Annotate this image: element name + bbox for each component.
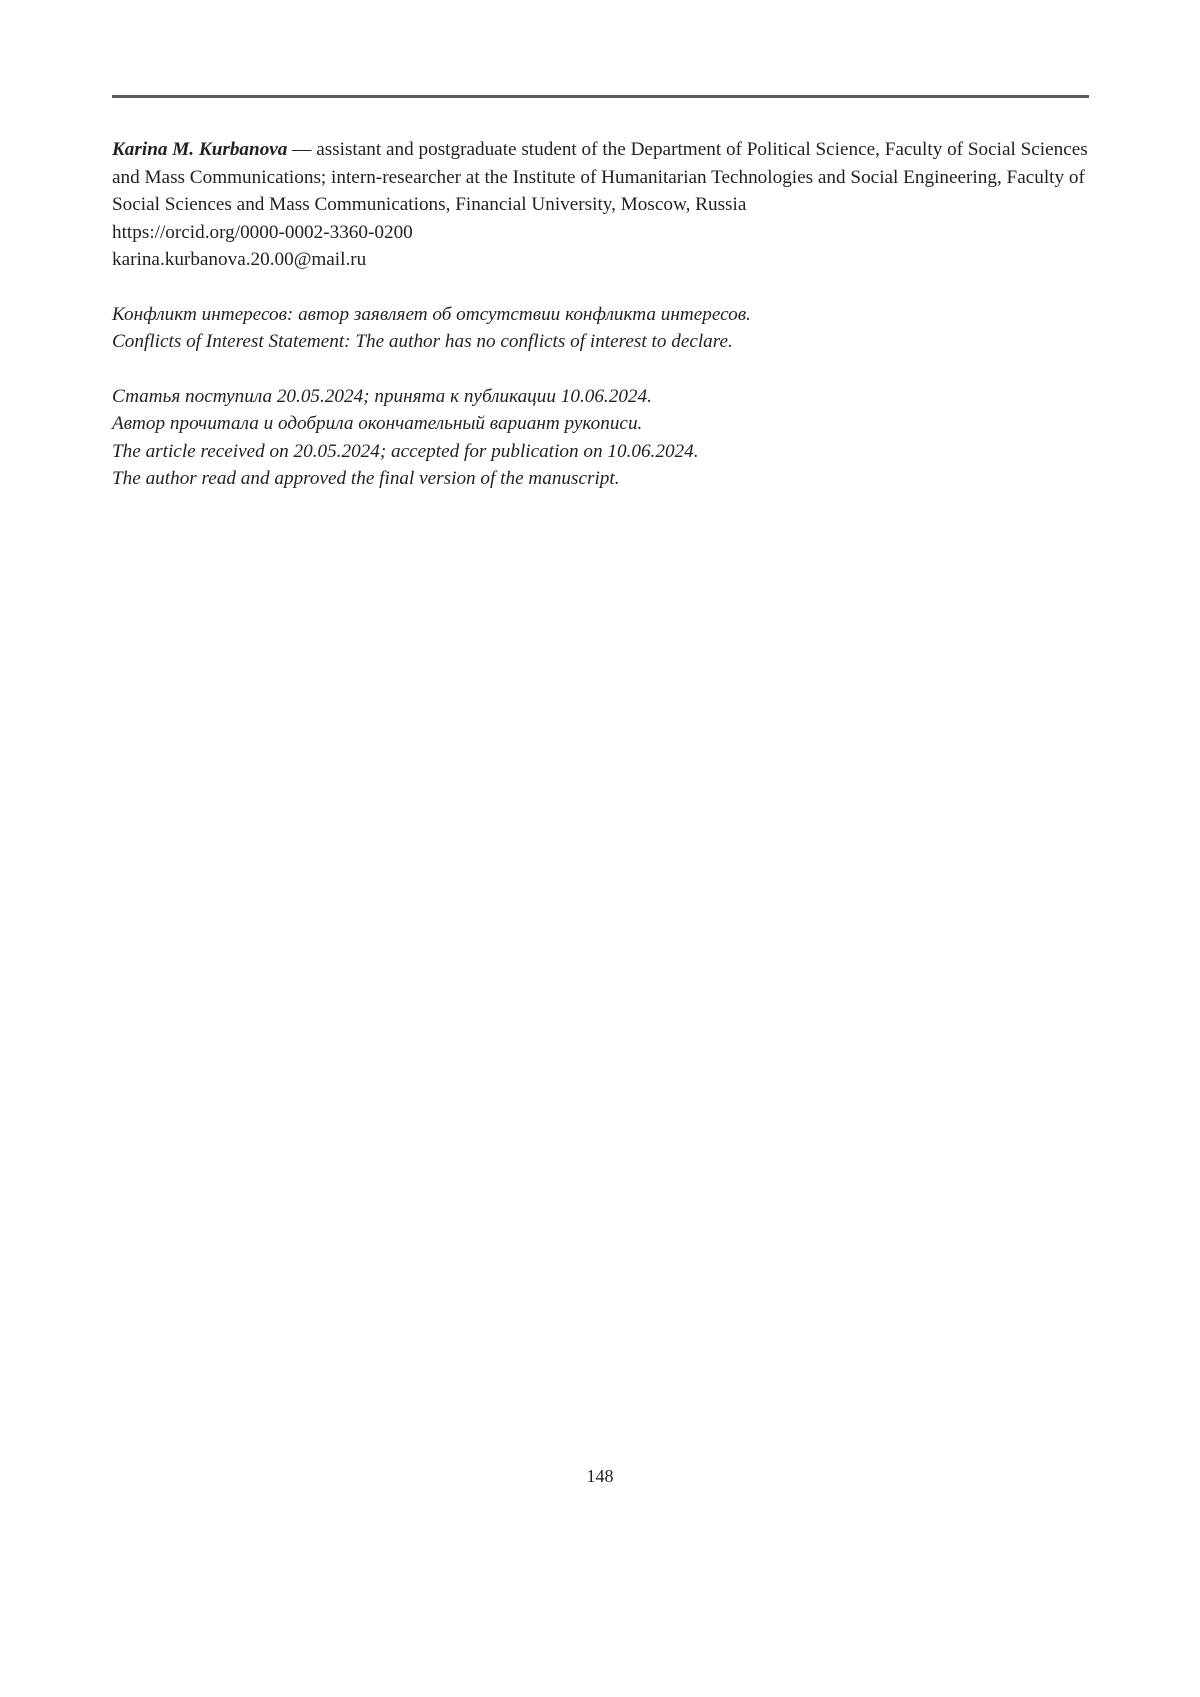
- page-number: 148: [586, 1466, 614, 1486]
- author-affiliation: assistant and postgraduate student of the Department of Political Science, Faculty of Social Sciences and Mass Communications; intern-researcher at the Institute of Humanitarian Technologies and Social Engineering, Faculty of Social Sciences and Mass Communications, Financial University, Moscow, Russia: [112, 139, 1088, 215]
- header-rule-divider: [112, 95, 1089, 98]
- author-email-link[interactable]: karina.kurbanova.20.00@mail.ru: [112, 249, 367, 270]
- author-bio-paragraph: [112, 136, 1089, 219]
- page-content: [112, 136, 1089, 493]
- author-name-dash: —: [287, 139, 317, 160]
- received-date-en: The article received on 20.05.2024; accepted for publication on 10.06.2024.: [112, 440, 699, 462]
- author-orcid-link[interactable]: https://orcid.org/0000-0002-3360-0200: [112, 221, 413, 243]
- submission-dates-block: [112, 383, 1089, 493]
- conflict-of-interest-ru: Конфликт интересов: автор заявляет об отсутствии конфликта интересов.: [112, 303, 751, 325]
- author-name: Karina M. Kurbanova: [112, 139, 288, 160]
- conflict-of-interest-en: Conflicts of Interest Statement: The author has no conflicts of interest to declare.: [112, 331, 733, 352]
- author-approval-en: The author read and approved the final version of the manuscript.: [112, 468, 620, 489]
- received-date-ru: Статья поступила 20.05.2024; принята к публикации 10.06.2024.: [112, 385, 652, 407]
- author-approval-ru: Автор прочитала и одобрила окончательный вариант рукописи.: [112, 413, 643, 434]
- conflict-of-interest-block: [112, 301, 1089, 356]
